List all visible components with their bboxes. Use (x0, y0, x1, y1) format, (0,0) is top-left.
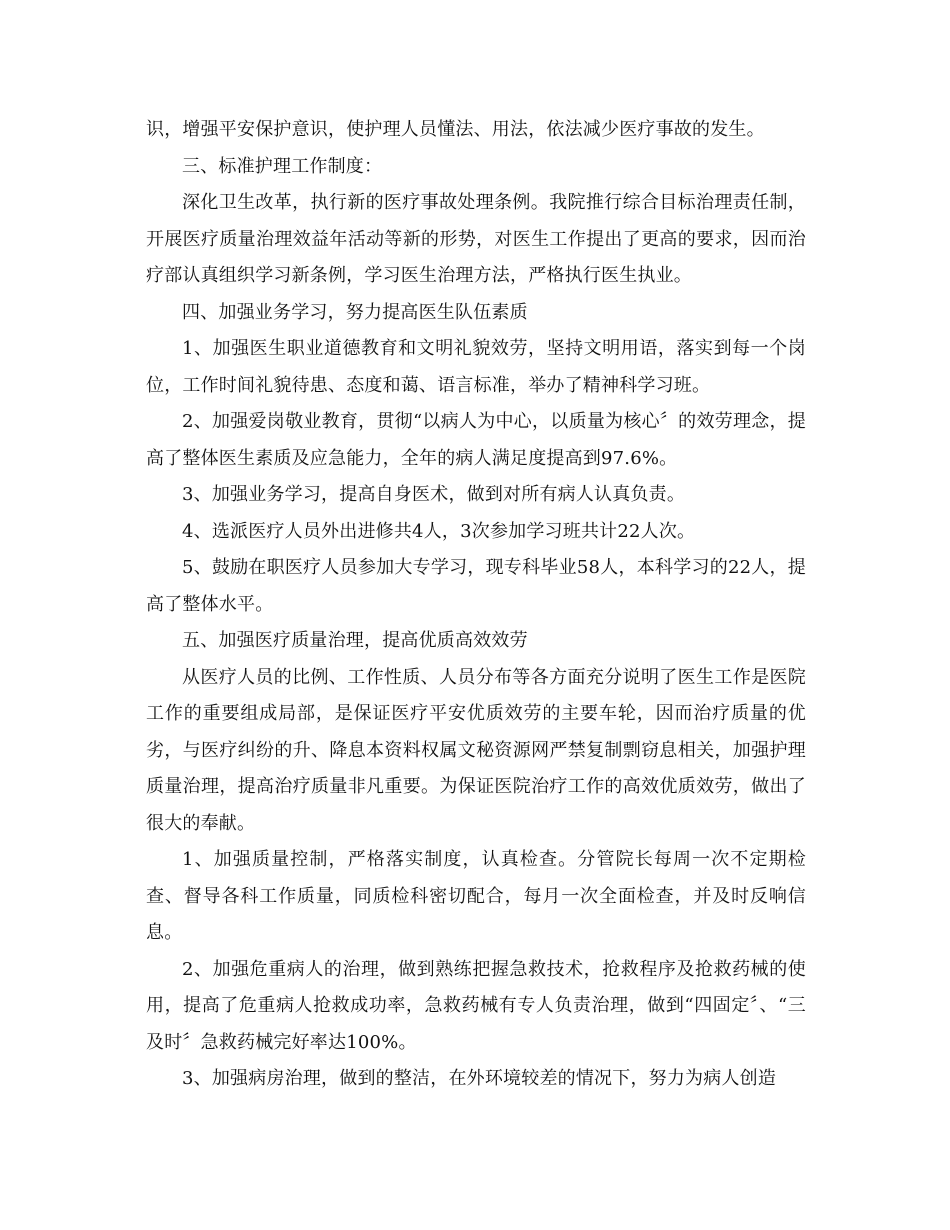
list-item: 4、选派医疗人员外出进修共4人，3次参加学习班共计22人次。 (182, 520, 696, 542)
list-item: 3、加强病房治理，做到的整洁，在外环境较差的情况下，努力为病人创造 (182, 1068, 777, 1089)
section-heading-5: 五、加强医疗质量治理，提高优质高效效劳 (182, 630, 528, 651)
section-heading-4: 四、加强业务学习，努力提高医生队伍素质 (182, 301, 528, 323)
list-item: 2、加强危重病人的治理，做到熟练把握急救技术，抢救程序及抢救药械的使用，提高了危重病人抢救成功率，急救药械有专人负责治理，做到“四固定〞、“三及时〞急救药械完好率达100%。 (146, 958, 806, 1053)
list-item: 1、加强医生职业道德教育和文明礼貌效劳，坚持文明用语，落实到每一个岗位，工作时间礼貌待患、态度和蔼、语言标准，举办了精神科学习班。 (146, 338, 806, 396)
section-heading-3: 三、标准护理工作制度： (182, 155, 383, 177)
list-item: 3、加强业务学习，提高自身医术，做到对所有病人认真负责。 (182, 484, 686, 505)
document-body (146, 112, 806, 1098)
paragraph: 深化卫生改革，执行新的医疗事故处理条例。我院推行综合目标治理责任制，开展医疗质量治理效益年活动等新的形势，对医生工作提出了更高的要求，因而治疗部认真组织学习新条例，学习医生治理方法，严格执行医生执业。 (146, 192, 806, 286)
list-item: 1、加强质量控制，严格落实制度，认真检查。分管院长每周一次不定期检查、督导各科工作质量，同质检科密切配合，每月一次全面检查，并及时反响信息。 (146, 849, 806, 943)
paragraph: 从医疗人员的比例、工作性质、人员分布等各方面充分说明了医生工作是医院工作的重要组成局部，是保证医疗平安优质效劳的主要车轮，因而治疗质量的优劣，与医疗纠纷的升、降息本资料权属文秘资源网严禁复制剽窃息相关，加强护理质量治理，提高治疗质量非凡重要。为保证医院治疗工作的高效优质效劳，做出了很大的奉献。 (146, 666, 806, 834)
paragraph-continuation: 识，增强平安保护意识，使护理人员懂法、用法，依法减少医疗事故的发生。 (146, 119, 765, 140)
list-item: 5、鼓励在职医疗人员参加大专学习，现专科毕业58人，本科学习的22人，提高了整体水平。 (146, 557, 806, 615)
list-item: 2、加强爱岗敬业教育，贯彻“以病人为中心，以质量为核心〞的效劳理念，提高了整体医生素质及应急能力，全年的病人满足度提高到97.6%。 (146, 411, 806, 469)
